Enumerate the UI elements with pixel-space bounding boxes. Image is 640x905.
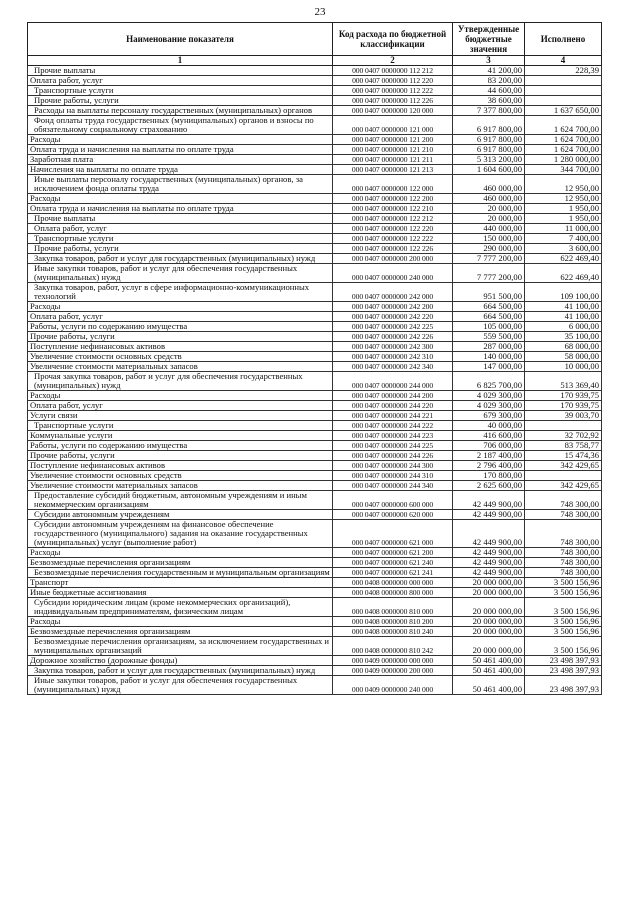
row-name: Прочие выплаты [28, 66, 333, 76]
row-name: Иные закупки товаров, работ и услуг для обеспечения государственных (муниципальных) нужд [28, 264, 333, 283]
row-approved: 4 029 300,00 [453, 391, 525, 401]
table-row [28, 283, 602, 302]
table-row [28, 352, 602, 362]
row-executed: 622 469,40 [525, 254, 602, 264]
table-row [28, 224, 602, 234]
row-code: 000 0407 0000000 242 300 [333, 342, 453, 352]
table-row [28, 578, 602, 588]
row-approved: 20 000 000,00 [453, 598, 525, 617]
table-row [28, 510, 602, 520]
row-approved: 42 449 900,00 [453, 491, 525, 510]
row-code: 000 0407 0000000 244 222 [333, 421, 453, 431]
row-approved: 664 500,00 [453, 312, 525, 322]
row-code: 000 0408 0000000 810 000 [333, 598, 453, 617]
table-row [28, 548, 602, 558]
row-executed: 228,39 [525, 66, 602, 76]
row-executed: 748 300,00 [525, 548, 602, 558]
table-row [28, 627, 602, 637]
row-approved: 20 000,00 [453, 214, 525, 224]
row-executed: 68 000,00 [525, 342, 602, 352]
row-code: 000 0407 0000000 242 220 [333, 312, 453, 322]
row-name: Транспорт [28, 578, 333, 588]
row-code: 000 0407 0000000 121 000 [333, 116, 453, 135]
row-executed: 3 500 156,96 [525, 637, 602, 656]
table-row [28, 362, 602, 372]
row-executed: 1 637 650,00 [525, 106, 602, 116]
row-code: 000 0408 0000000 000 000 [333, 578, 453, 588]
row-name: Субсидии автономным учреждениям [28, 510, 333, 520]
row-code: 000 0407 0000000 242 340 [333, 362, 453, 372]
row-executed: 6 000,00 [525, 322, 602, 332]
table-row [28, 491, 602, 510]
row-approved: 290 000,00 [453, 244, 525, 254]
table-row [28, 322, 602, 332]
row-approved: 664 500,00 [453, 302, 525, 312]
row-executed: 622 469,40 [525, 264, 602, 283]
row-approved: 50 461 400,00 [453, 676, 525, 695]
table-row [28, 155, 602, 165]
row-approved: 41 200,00 [453, 66, 525, 76]
row-name: Иные бюджетные ассигнования [28, 588, 333, 598]
table-header [28, 23, 602, 66]
table-row [28, 204, 602, 214]
row-executed [525, 471, 602, 481]
table-row [28, 66, 602, 76]
row-name: Транспортные услуги [28, 421, 333, 431]
row-approved: 170 800,00 [453, 471, 525, 481]
row-approved: 460 000,00 [453, 175, 525, 194]
row-approved: 38 600,00 [453, 96, 525, 106]
row-approved: 50 461 400,00 [453, 656, 525, 666]
row-name: Увеличение стоимости основных средств [28, 471, 333, 481]
row-executed: 15 474,36 [525, 451, 602, 461]
budget-execution-table [27, 22, 602, 695]
row-approved: 7 377 800,00 [453, 106, 525, 116]
row-code: 000 0407 0000000 122 200 [333, 194, 453, 204]
row-name: Оплата труда и начисления на выплаты по оплате труда [28, 145, 333, 155]
table-row [28, 234, 602, 244]
row-code: 000 0407 0000000 620 000 [333, 510, 453, 520]
header-indicator-name: Наименование показателя [28, 23, 333, 56]
table-row [28, 617, 602, 627]
row-name: Начисления на выплаты по оплате труда [28, 165, 333, 175]
row-executed: 3 500 156,96 [525, 578, 602, 588]
row-code: 000 0407 0000000 122 222 [333, 234, 453, 244]
row-code: 000 0408 0000000 810 240 [333, 627, 453, 637]
table-row [28, 431, 602, 441]
row-executed: 344 700,00 [525, 165, 602, 175]
row-code: 000 0407 0000000 244 300 [333, 461, 453, 471]
row-executed: 58 000,00 [525, 352, 602, 362]
row-approved: 20 000 000,00 [453, 617, 525, 627]
row-approved: 20 000 000,00 [453, 588, 525, 598]
row-name: Оплата работ, услуг [28, 401, 333, 411]
row-executed: 7 400,00 [525, 234, 602, 244]
row-code: 000 0407 0000000 112 226 [333, 96, 453, 106]
row-code: 000 0407 0000000 240 000 [333, 264, 453, 283]
row-approved: 6 917 800,00 [453, 116, 525, 135]
row-executed: 109 100,00 [525, 283, 602, 302]
row-name: Транспортные услуги [28, 86, 333, 96]
row-approved: 44 600,00 [453, 86, 525, 96]
row-approved: 140 000,00 [453, 352, 525, 362]
table-row [28, 391, 602, 401]
row-executed: 3 500 156,96 [525, 588, 602, 598]
row-executed: 1 950,00 [525, 204, 602, 214]
row-executed: 83 758,77 [525, 441, 602, 451]
table-row [28, 145, 602, 155]
table-row [28, 165, 602, 175]
row-name: Прочие работы, услуги [28, 451, 333, 461]
header-col-number-1: 1 [28, 56, 333, 66]
row-approved: 6 825 700,00 [453, 372, 525, 391]
table-row [28, 520, 602, 548]
row-code: 000 0407 0000000 122 226 [333, 244, 453, 254]
row-approved: 42 449 900,00 [453, 510, 525, 520]
row-name: Иные выплаты персоналу государственных (муниципальных) органов, за исключением фонда оплаты труда [28, 175, 333, 194]
row-code: 000 0407 0000000 242 000 [333, 283, 453, 302]
table-row [28, 214, 602, 224]
row-code: 000 0409 0000000 200 000 [333, 666, 453, 676]
row-approved: 20 000,00 [453, 204, 525, 214]
header-executed: Исполнено [525, 23, 602, 56]
row-code: 000 0408 0000000 810 242 [333, 637, 453, 656]
row-executed: 23 498 397,93 [525, 656, 602, 666]
table-row [28, 342, 602, 352]
row-executed: 12 950,00 [525, 194, 602, 204]
row-executed: 23 498 397,93 [525, 676, 602, 695]
table-row [28, 76, 602, 86]
row-code: 000 0407 0000000 112 220 [333, 76, 453, 86]
row-approved: 5 313 200,00 [453, 155, 525, 165]
row-name: Расходы [28, 302, 333, 312]
row-name: Оплата труда и начисления на выплаты по оплате труда [28, 204, 333, 214]
row-executed: 32 702,92 [525, 431, 602, 441]
row-name: Прочие работы, услуги [28, 332, 333, 342]
table-row [28, 254, 602, 264]
row-name: Прочие выплаты [28, 214, 333, 224]
row-code: 000 0407 0000000 244 226 [333, 451, 453, 461]
row-code: 000 0407 0000000 242 226 [333, 332, 453, 342]
row-code: 000 0407 0000000 121 213 [333, 165, 453, 175]
table-row [28, 588, 602, 598]
table-row [28, 175, 602, 194]
row-executed: 1 280 000,00 [525, 155, 602, 165]
table-row [28, 421, 602, 431]
row-approved: 20 000 000,00 [453, 578, 525, 588]
row-approved: 1 604 600,00 [453, 165, 525, 175]
row-name: Услуги связи [28, 411, 333, 421]
row-executed: 35 100,00 [525, 332, 602, 342]
table-row [28, 332, 602, 342]
row-approved: 2 625 600,00 [453, 481, 525, 491]
row-approved: 440 000,00 [453, 224, 525, 234]
row-approved: 42 449 900,00 [453, 548, 525, 558]
row-code: 000 0407 0000000 244 200 [333, 391, 453, 401]
row-code: 000 0408 0000000 800 000 [333, 588, 453, 598]
row-executed: 3 500 156,96 [525, 627, 602, 637]
row-approved: 287 000,00 [453, 342, 525, 352]
table-row [28, 264, 602, 283]
row-code: 000 0407 0000000 600 000 [333, 491, 453, 510]
row-code: 000 0407 0000000 112 212 [333, 66, 453, 76]
row-name: Закупка товаров, работ, услуг в сфере информационно-коммуникационных технологий [28, 283, 333, 302]
table-row [28, 116, 602, 135]
row-name: Увеличение стоимости материальных запасов [28, 362, 333, 372]
row-executed [525, 96, 602, 106]
page-number: 23 [314, 6, 326, 18]
row-approved: 706 000,00 [453, 441, 525, 451]
row-executed [525, 421, 602, 431]
table-row [28, 86, 602, 96]
row-name: Расходы [28, 391, 333, 401]
row-executed: 748 300,00 [525, 568, 602, 578]
row-approved: 460 000,00 [453, 194, 525, 204]
row-code: 000 0407 0000000 122 000 [333, 175, 453, 194]
row-approved: 20 000 000,00 [453, 637, 525, 656]
row-name: Иные закупки товаров, работ и услуг для обеспечения государственных (муниципальных) нужд [28, 676, 333, 695]
row-name: Работы, услуги по содержанию имущества [28, 322, 333, 332]
row-executed: 1 950,00 [525, 214, 602, 224]
row-name: Оплата работ, услуг [28, 76, 333, 86]
row-executed: 3 500 156,96 [525, 598, 602, 617]
row-approved: 4 029 300,00 [453, 401, 525, 411]
row-code: 000 0407 0000000 244 225 [333, 441, 453, 451]
row-name: Дорожное хозяйство (дорожные фонды) [28, 656, 333, 666]
row-executed: 10 000,00 [525, 362, 602, 372]
row-executed: 748 300,00 [525, 558, 602, 568]
row-executed: 748 300,00 [525, 510, 602, 520]
row-executed: 3 500 156,96 [525, 617, 602, 627]
row-name: Транспортные услуги [28, 234, 333, 244]
row-name: Субсидии автономным учреждениям на финансовое обеспечение государственного (муниципального) задания на оказание государственных (муниципальных) услуг (выполнение работ) [28, 520, 333, 548]
row-code: 000 0407 0000000 242 200 [333, 302, 453, 312]
row-executed: 513 369,40 [525, 372, 602, 391]
row-code: 000 0407 0000000 122 220 [333, 224, 453, 234]
row-approved: 559 500,00 [453, 332, 525, 342]
table-row [28, 676, 602, 695]
table-row [28, 666, 602, 676]
table-row [28, 244, 602, 254]
header-col-number-3: 3 [453, 56, 525, 66]
row-name: Поступление нефинансовых активов [28, 461, 333, 471]
table-row [28, 656, 602, 666]
row-code: 000 0407 0000000 621 000 [333, 520, 453, 548]
row-code: 000 0407 0000000 621 200 [333, 548, 453, 558]
row-name: Расходы [28, 617, 333, 627]
row-executed: 748 300,00 [525, 520, 602, 548]
row-approved: 6 917 800,00 [453, 135, 525, 145]
row-name: Расходы [28, 135, 333, 145]
table-row [28, 451, 602, 461]
table-row [28, 441, 602, 451]
row-approved: 6 917 800,00 [453, 145, 525, 155]
row-approved: 42 449 900,00 [453, 568, 525, 578]
row-code: 000 0407 0000000 621 240 [333, 558, 453, 568]
row-name: Безвозмездные перечисления организациям [28, 558, 333, 568]
table-row [28, 302, 602, 312]
row-executed: 748 300,00 [525, 491, 602, 510]
table-row [28, 568, 602, 578]
row-code: 000 0407 0000000 200 000 [333, 254, 453, 264]
row-name: Коммунальные услуги [28, 431, 333, 441]
row-approved: 40 000,00 [453, 421, 525, 431]
table-row [28, 637, 602, 656]
table-row [28, 96, 602, 106]
table-row [28, 411, 602, 421]
row-name: Закупка товаров, работ и услуг для государственных (муниципальных) нужд [28, 254, 333, 264]
table-row [28, 194, 602, 204]
row-name: Фонд оплаты труда государственных (муниципальных) органов и взносы по обязательному социальному страхованию [28, 116, 333, 135]
row-name: Закупка товаров, работ и услуг для государственных (муниципальных) нужд [28, 666, 333, 676]
row-approved: 42 449 900,00 [453, 520, 525, 548]
row-code: 000 0409 0000000 240 000 [333, 676, 453, 695]
row-executed [525, 86, 602, 96]
row-code: 000 0409 0000000 000 000 [333, 656, 453, 666]
row-executed: 41 100,00 [525, 302, 602, 312]
row-approved: 105 000,00 [453, 322, 525, 332]
row-name: Прочая закупка товаров, работ и услуг для обеспечения государственных (муниципальных) нужд [28, 372, 333, 391]
row-executed: 12 950,00 [525, 175, 602, 194]
table-row [28, 471, 602, 481]
row-executed: 170 939,75 [525, 401, 602, 411]
row-name: Оплата работ, услуг [28, 224, 333, 234]
row-executed: 342 429,65 [525, 461, 602, 471]
row-code: 000 0407 0000000 244 340 [333, 481, 453, 491]
row-executed: 1 624 700,00 [525, 145, 602, 155]
row-executed: 342 429,65 [525, 481, 602, 491]
row-approved: 951 500,00 [453, 283, 525, 302]
row-executed: 1 624 700,00 [525, 116, 602, 135]
row-approved: 7 777 200,00 [453, 254, 525, 264]
row-code: 000 0407 0000000 242 225 [333, 322, 453, 332]
row-code: 000 0407 0000000 121 211 [333, 155, 453, 165]
row-name: Расходы [28, 194, 333, 204]
row-approved: 2 796 400,00 [453, 461, 525, 471]
row-executed: 11 000,00 [525, 224, 602, 234]
row-approved: 147 000,00 [453, 362, 525, 372]
row-code: 000 0407 0000000 121 210 [333, 145, 453, 155]
row-code: 000 0407 0000000 122 212 [333, 214, 453, 224]
row-name: Расходы [28, 548, 333, 558]
row-name: Увеличение стоимости материальных запасов [28, 481, 333, 491]
row-name: Предоставление субсидий бюджетным, автономным учреждениям и иным некоммерческим организациям [28, 491, 333, 510]
table-row [28, 312, 602, 322]
row-executed: 23 498 397,93 [525, 666, 602, 676]
row-approved: 679 300,00 [453, 411, 525, 421]
table-row [28, 461, 602, 471]
row-code: 000 0407 0000000 122 210 [333, 204, 453, 214]
row-executed: 170 939,75 [525, 391, 602, 401]
header-approved: Утвержденные бюджетные значения [453, 23, 525, 56]
row-code: 000 0407 0000000 120 000 [333, 106, 453, 116]
table-row [28, 558, 602, 568]
row-approved: 150 000,00 [453, 234, 525, 244]
row-code: 000 0407 0000000 244 220 [333, 401, 453, 411]
row-name: Прочие работы, услуги [28, 96, 333, 106]
row-name: Безвозмездные перечисления организациям [28, 627, 333, 637]
row-executed: 1 624 700,00 [525, 135, 602, 145]
row-approved: 2 187 400,00 [453, 451, 525, 461]
row-name: Расходы на выплаты персоналу государственных (муниципальных) органов [28, 106, 333, 116]
header-expense-code: Код расхода по бюджетной классификации [333, 23, 453, 56]
row-name: Безвозмездные перечисления государственным и муниципальным организациям [28, 568, 333, 578]
row-name: Поступление нефинансовых активов [28, 342, 333, 352]
row-code: 000 0407 0000000 242 310 [333, 352, 453, 362]
row-name: Работы, услуги по содержанию имущества [28, 441, 333, 451]
row-code: 000 0407 0000000 244 223 [333, 431, 453, 441]
row-approved: 42 449 900,00 [453, 558, 525, 568]
row-code: 000 0408 0000000 810 200 [333, 617, 453, 627]
table-row [28, 106, 602, 116]
row-name: Прочие работы, услуги [28, 244, 333, 254]
table-row [28, 135, 602, 145]
table-row [28, 481, 602, 491]
row-executed: 39 003,70 [525, 411, 602, 421]
row-code: 000 0407 0000000 621 241 [333, 568, 453, 578]
row-name: Заработная плата [28, 155, 333, 165]
table-row [28, 598, 602, 617]
row-code: 000 0407 0000000 121 200 [333, 135, 453, 145]
table-row [28, 401, 602, 411]
table-row [28, 372, 602, 391]
row-approved: 50 461 400,00 [453, 666, 525, 676]
row-executed [525, 76, 602, 86]
header-col-number-4: 4 [525, 56, 602, 66]
row-name: Увеличение стоимости основных средств [28, 352, 333, 362]
row-approved: 416 600,00 [453, 431, 525, 441]
row-approved: 83 200,00 [453, 76, 525, 86]
row-name: Безвозмездные перечисления организациям, за исключением государственных и муниципальных организаций [28, 637, 333, 656]
row-code: 000 0407 0000000 244 310 [333, 471, 453, 481]
row-executed: 41 100,00 [525, 312, 602, 322]
row-code: 000 0407 0000000 244 000 [333, 372, 453, 391]
row-approved: 7 777 200,00 [453, 264, 525, 283]
table-body [28, 66, 602, 695]
header-col-number-2: 2 [333, 56, 453, 66]
row-name: Субсидии юридическим лицам (кроме некоммерческих организаций), индивидуальным предпринимателям, физическим лицам [28, 598, 333, 617]
row-code: 000 0407 0000000 112 222 [333, 86, 453, 96]
row-code: 000 0407 0000000 244 221 [333, 411, 453, 421]
row-approved: 20 000 000,00 [453, 627, 525, 637]
row-executed: 3 600,00 [525, 244, 602, 254]
row-name: Оплата работ, услуг [28, 312, 333, 322]
